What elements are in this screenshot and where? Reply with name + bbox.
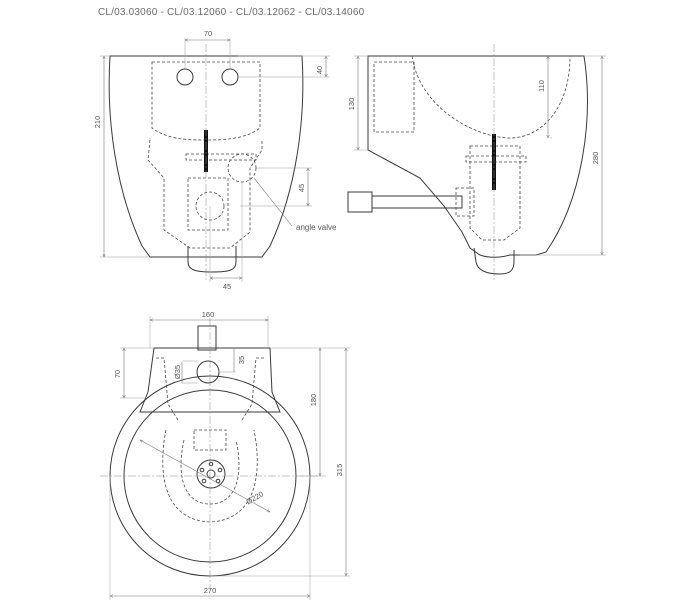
angle-valve-label: angle valve [296, 223, 337, 232]
dim-hole-diameter: Ø35 [173, 364, 182, 380]
dim-outlet-height: 40 [315, 65, 324, 75]
dim-total-depth: 315 [335, 463, 344, 477]
dim-total-width: 270 [203, 586, 217, 595]
front-base [188, 246, 236, 272]
dim-upper-height: 130 [347, 97, 356, 111]
front-view [93, 29, 337, 291]
front-fixing-hole-left [177, 69, 193, 85]
top-drain-holes [200, 462, 222, 483]
front-trap-box [188, 178, 228, 230]
front-valve-bracket [186, 154, 256, 160]
part-numbers-title: CL/03.03060 - CL/03.12060 - CL/03.12062 - CL/03.14060 [98, 7, 365, 18]
dim-back-depth: 70 [113, 369, 122, 379]
top-drain-center [207, 470, 215, 478]
front-angle-valve [228, 154, 256, 182]
dim-valve-height: 45 [297, 183, 306, 193]
dim-inner-height: 110 [537, 80, 546, 92]
dim-hole-offset: 35 [237, 355, 246, 365]
dim-mid-depth: 180 [309, 393, 318, 407]
side-view [347, 44, 606, 282]
top-view [100, 310, 350, 600]
top-supply-stub [198, 326, 216, 350]
dim-outlet-spacing: 70 [203, 29, 213, 38]
side-bowl-arc [412, 56, 570, 138]
top-supply-hole [197, 361, 219, 383]
dim-side-height: 280 [591, 151, 600, 165]
side-top-bracket [374, 62, 414, 132]
dim-bowl-diameter: Ø220 [244, 489, 265, 507]
side-waste-pipe [348, 192, 372, 212]
side-pipe-joint [456, 188, 474, 216]
dim-back-width: 160 [201, 310, 215, 319]
front-fixing-hole-right [222, 69, 238, 85]
side-body-outline [368, 56, 587, 257]
dim-valve-offset: 45 [222, 282, 232, 291]
side-pipe-run [372, 196, 462, 208]
dim-front-height: 210 [93, 115, 102, 129]
